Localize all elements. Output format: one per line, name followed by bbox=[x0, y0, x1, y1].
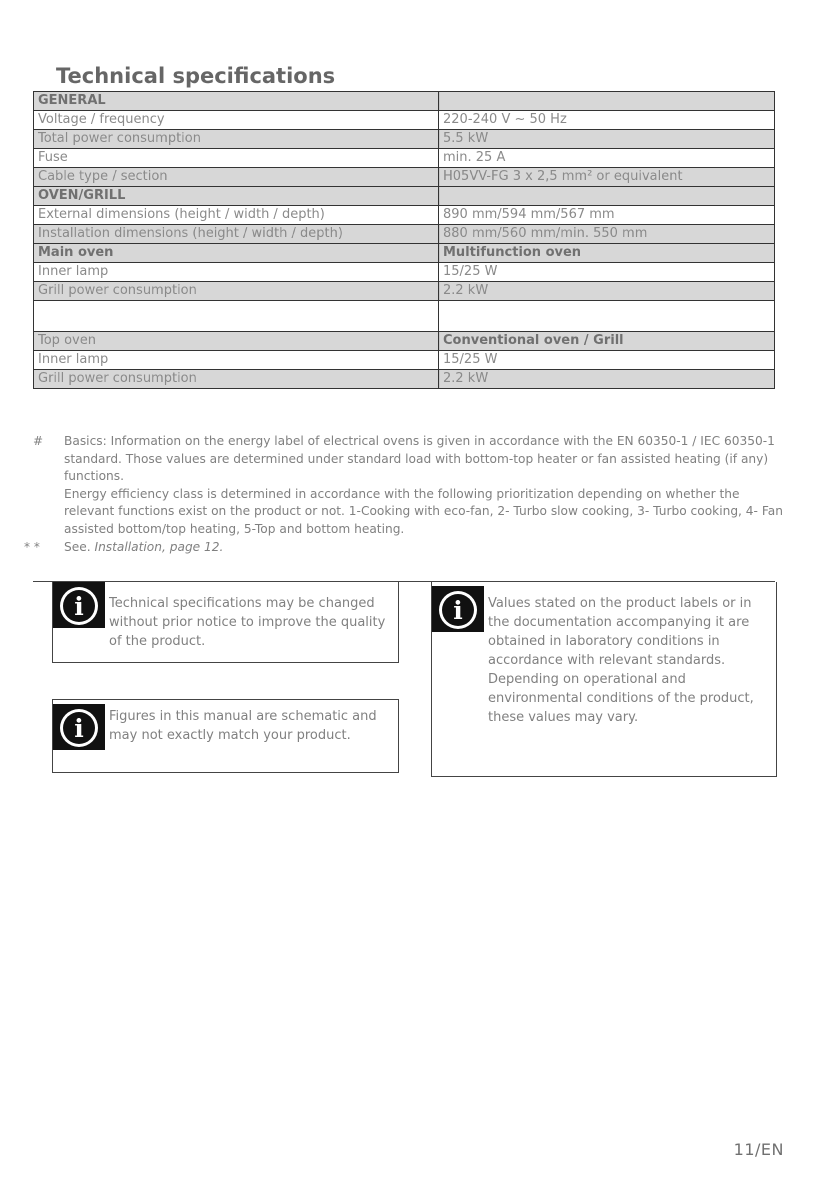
spec-value: 5.5 kW bbox=[439, 130, 775, 149]
spec-value: 880 mm/560 mm/min. 550 mm bbox=[439, 225, 775, 244]
spec-table-body bbox=[34, 92, 775, 389]
spec-label bbox=[34, 301, 439, 332]
info-box-spec-changes-text: Technical specifications may be changed without prior notice to improve the quality of the product. bbox=[109, 596, 386, 649]
spec-value bbox=[439, 187, 775, 206]
spec-label: OVEN/GRILL bbox=[34, 187, 439, 206]
spec-label: GENERAL bbox=[34, 92, 439, 111]
info-icon bbox=[53, 582, 105, 628]
spec-value: 15/25 W bbox=[439, 263, 775, 282]
spec-label: Grill power consumption bbox=[34, 370, 439, 389]
spec-label: Fuse bbox=[34, 149, 439, 168]
spec-label: Installation dimensions (height / width / depth) bbox=[34, 225, 439, 244]
spec-row bbox=[34, 149, 775, 168]
spec-value: Multifunction oven bbox=[439, 244, 775, 263]
spec-value bbox=[439, 92, 775, 111]
footnote-2-prefix: See. bbox=[64, 539, 95, 554]
spec-row bbox=[34, 206, 775, 225]
page-number: 11/EN bbox=[733, 1140, 784, 1159]
spec-value: 220-240 V ~ 50 Hz bbox=[439, 111, 775, 130]
info-icon bbox=[432, 586, 484, 632]
spec-value: H05VV-FG 3 x 2,5 mm² or equivalent bbox=[439, 168, 775, 187]
spec-label: Total power consumption bbox=[34, 130, 439, 149]
spec-label: Grill power consumption bbox=[34, 282, 439, 301]
footnotes bbox=[24, 433, 784, 556]
footnote-2-reference: Installation, page 12. bbox=[94, 539, 224, 554]
info-box-values bbox=[431, 582, 777, 777]
spec-row bbox=[34, 225, 775, 244]
spec-value: 2.2 kW bbox=[439, 370, 775, 389]
spec-label: Top oven bbox=[34, 332, 439, 351]
spec-value: 890 mm/594 mm/567 mm bbox=[439, 206, 775, 225]
spec-label: Main oven bbox=[34, 244, 439, 263]
info-icon-glyph: i bbox=[453, 596, 463, 625]
spec-row bbox=[34, 111, 775, 130]
spec-label: Cable type / section bbox=[34, 168, 439, 187]
info-box-figures-text: Figures in this manual are schematic and may not exactly match your product. bbox=[109, 709, 377, 743]
spec-row bbox=[34, 282, 775, 301]
footnote-1 bbox=[33, 433, 784, 486]
spec-value: min. 25 A bbox=[439, 149, 775, 168]
spec-label: Inner lamp bbox=[34, 351, 439, 370]
spec-row bbox=[34, 92, 775, 111]
spec-row bbox=[34, 244, 775, 263]
spec-label: External dimensions (height / width / depth) bbox=[34, 206, 439, 225]
spec-row bbox=[34, 370, 775, 389]
info-icon bbox=[53, 704, 105, 750]
spec-label: Inner lamp bbox=[34, 263, 439, 282]
footnote-1-para-1: Basics: Information on the energy label of electrical ovens is given in accordance with the EN 60350-1 / IEC 60350-1 standard. Those values are determined under standard load with bottom-top heater or fan assisted heating (if any) functions. bbox=[64, 434, 775, 484]
spec-value: 2.2 kW bbox=[439, 282, 775, 301]
spec-row bbox=[34, 168, 775, 187]
spec-table bbox=[33, 91, 775, 389]
footnote-mark-asterisks: * * bbox=[24, 539, 40, 554]
spec-value: Conventional oven / Grill bbox=[439, 332, 775, 351]
footnote-1-para-2: Energy efficiency class is determined in accordance with the following prioritization depending on whether the relevant functions exist on the product or not. 1-Cooking with eco-fan, 2- Turbo slow cooking, 3- Turbo cooking, 4- Fan assisted bottom/top heating, 5-Top and bottom heating. bbox=[64, 486, 783, 536]
footnote-2 bbox=[24, 539, 784, 557]
spec-value: 15/25 W bbox=[439, 351, 775, 370]
spec-row bbox=[34, 187, 775, 206]
page-title: Technical specifications bbox=[56, 64, 336, 88]
spec-label: Voltage / frequency bbox=[34, 111, 439, 130]
spec-row bbox=[34, 263, 775, 282]
info-icon-glyph: i bbox=[74, 592, 84, 621]
info-box-spec-changes bbox=[52, 582, 399, 663]
info-icon-glyph: i bbox=[74, 714, 84, 743]
spec-value bbox=[439, 301, 775, 332]
info-box-figures bbox=[52, 699, 399, 773]
footnote-mark-hash: # bbox=[33, 434, 44, 448]
info-box-values-text: Values stated on the product labels or in the documentation accompanying it are obtained in laboratory conditions in accordance with relevant standards. Depending on operational and environmental conditions of the product, these values may vary. bbox=[488, 596, 754, 725]
spec-row bbox=[34, 351, 775, 370]
spec-row bbox=[34, 332, 775, 351]
footnote-1-para-2-wrap bbox=[64, 486, 784, 539]
spec-row bbox=[34, 130, 775, 149]
spec-row bbox=[34, 301, 775, 332]
